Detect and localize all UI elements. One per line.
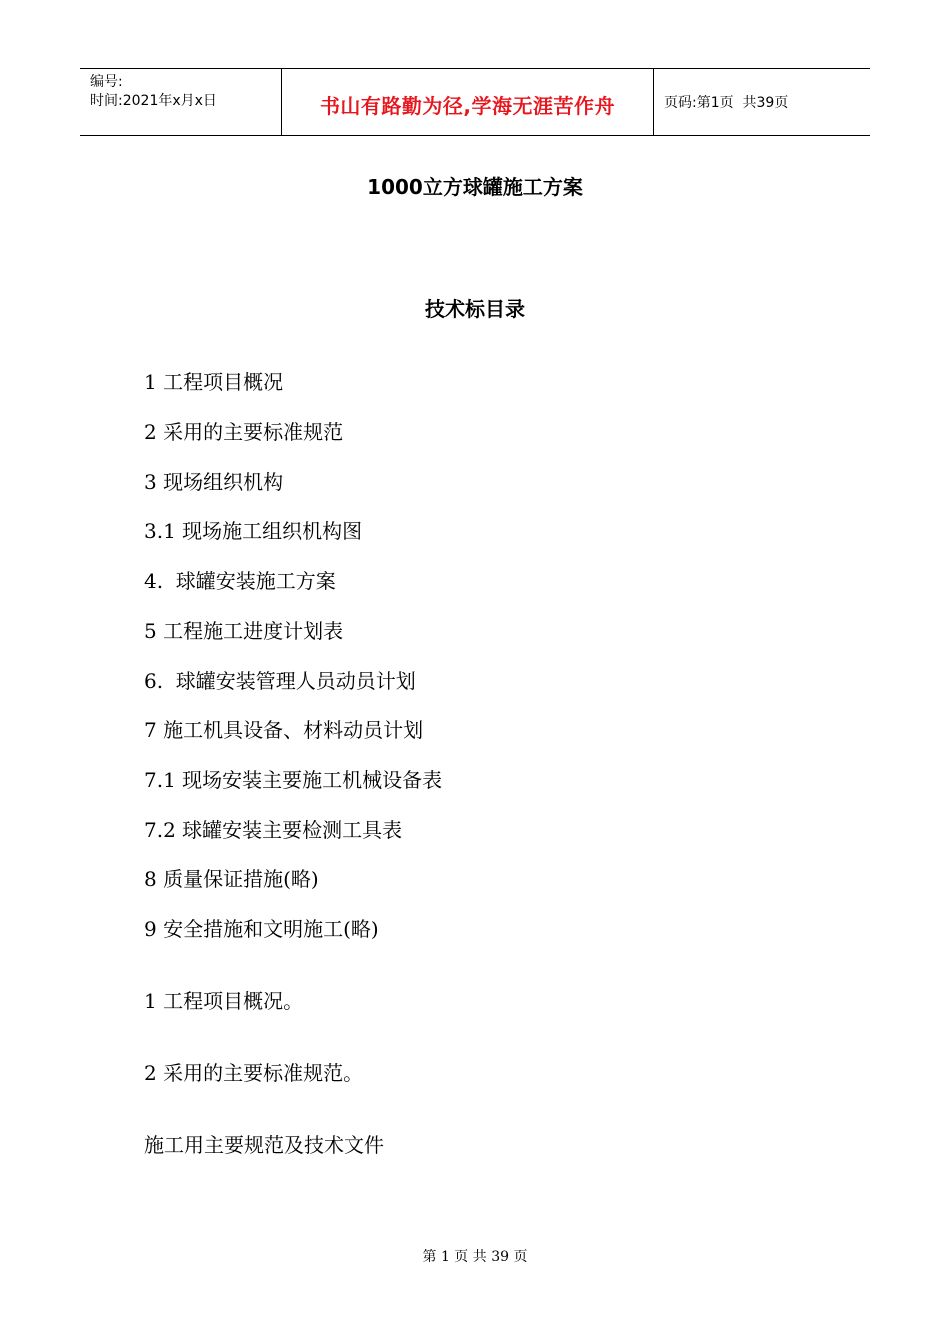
toc-item: 7.2 球罐安装主要检测工具表 xyxy=(144,818,403,842)
header-motto-cell xyxy=(282,69,654,135)
motto-text: 书山有路勤为径,学海无涯苦作舟 xyxy=(319,93,616,118)
section-heading: 2 采用的主要标准规范。 xyxy=(144,1061,364,1085)
body-paragraph: 施工用主要规范及技术文件 xyxy=(144,1133,384,1157)
toc-item: 9 安全措施和文明施工(略) xyxy=(144,917,379,941)
toc-heading: 技术标目录 xyxy=(425,297,525,321)
toc-item: 6. 球罐安装管理人员动员计划 xyxy=(144,669,416,693)
section-heading: 1 工程项目概况。 xyxy=(144,989,304,1013)
toc-item: 4. 球罐安装施工方案 xyxy=(144,569,336,593)
document-title: 1000立方球罐施工方案 xyxy=(367,175,583,199)
toc-item: 7.1 现场安装主要施工机械设备表 xyxy=(144,768,443,792)
number-label: 编号: xyxy=(90,74,123,90)
toc-item: 3 现场组织机构 xyxy=(144,470,284,494)
toc-item: 3.1 现场施工组织机构图 xyxy=(144,519,363,543)
toc-item: 5 工程施工进度计划表 xyxy=(144,619,344,643)
toc-item: 7 施工机具设备、材料动员计划 xyxy=(144,718,424,742)
header-table xyxy=(80,68,870,136)
header-meta-cell xyxy=(80,69,282,135)
time-label: 时间:2021年x月x日 xyxy=(90,93,217,109)
toc-item: 8 质量保证措施(略) xyxy=(144,867,319,891)
header-page-cell xyxy=(654,69,870,135)
page-info: 页码:第1页 共39页 xyxy=(664,95,789,111)
page-footer: 第 1 页 共 39 页 xyxy=(422,1249,528,1265)
toc-item: 1 工程项目概况 xyxy=(144,370,284,394)
toc-item: 2 采用的主要标准规范 xyxy=(144,420,344,444)
